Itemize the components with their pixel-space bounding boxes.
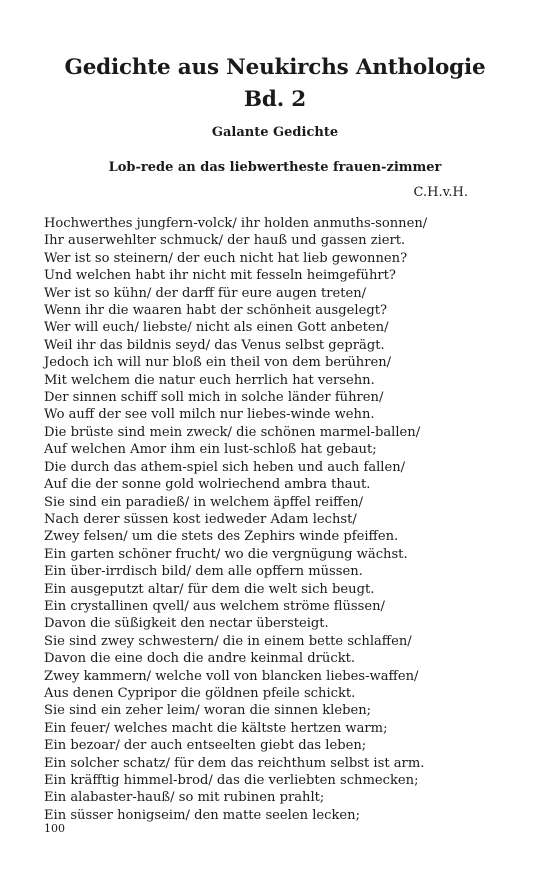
poem-line: Wer will euch/ liebste/ nicht als einen Gott anbeten/ — [44, 320, 389, 336]
poem-line: Ein garten schöner frucht/ wo die vergnügung wächst. — [44, 546, 408, 562]
poem-line: Ihr auserwehlter schmuck/ der hauß und gassen ziert. — [44, 233, 406, 249]
poem-line: Hochwerthes jungfern-volck/ ihr holden anmuths-sonnen/ — [44, 216, 428, 231]
poem-line: Ein alabaster-hauß/ so mit rubinen prahlt; — [44, 790, 325, 806]
poem-line: Der sinnen schiff soll mich in solche länder führen/ — [44, 390, 384, 406]
poem-line: Ein süsser honigseim/ den matte seelen lecken; — [44, 807, 360, 823]
poem-line: Ein solcher schatz/ für dem das reichthum selbst ist arm. — [44, 755, 425, 771]
poem-line: Wenn ihr die waaren habt der schönheit ausgelegt? — [44, 303, 387, 319]
poem-line: Ein feuer/ welches macht die kältste hertzen warm; — [44, 720, 388, 736]
poem-line: Wer ist so steinern/ der euch nicht hat lieb gewonnen? — [44, 250, 408, 266]
poem-line: Ein ausgeputzt altar/ für dem die welt sich beugt. — [44, 581, 375, 597]
poem-title: Lob-rede an das liebwertheste frauen-zimmer — [108, 160, 442, 175]
poem-line: Ein über-irrdisch bild/ dem alle opffern müssen. — [44, 564, 363, 580]
poem-body — [44, 215, 514, 824]
poem-line: Sie sind ein paradieß/ in welchem äpffel reiffen/ — [44, 494, 364, 510]
poem-line: Die brüste sind mein zweck/ die schönen marmel-ballen/ — [44, 424, 421, 440]
poem-line: Weil ihr das bildnis seyd/ das Venus selbst geprägt. — [44, 337, 385, 353]
poem-line: Auf welchen Amor ihm ein lust-schloß hat gebaut; — [44, 442, 377, 458]
title-line-1: Gedichte aus Neukirchs Anthologie — [64, 55, 486, 80]
poem-line: Die durch das athem-spiel sich heben und auch fallen/ — [44, 459, 406, 475]
poem-line: Jedoch ich will nur bloß ein theil von dem berühren/ — [44, 355, 392, 371]
poem-line: Davon die süßigkeit den nectar übersteigt. — [44, 616, 329, 632]
page-title — [0, 52, 550, 116]
poem-author: C.H.v.H. — [413, 185, 468, 200]
poem-line: Aus denen Cypripor die göldnen pfeile schickt. — [44, 685, 356, 701]
poem-line: Ein kräfftig himmel-brod/ das die verliebten schmecken; — [44, 773, 419, 788]
poem-line: Nach derer süssen kost iedweder Adam lechst/ — [44, 511, 357, 527]
poem-line: Wo auff der see voll milch nur liebes-winde wehn. — [44, 407, 375, 423]
poem-line: Ein crystallinen qvell/ aus welchem ströme flüssen/ — [44, 598, 385, 614]
section-heading: Galante Gedichte — [211, 125, 339, 140]
poem-line: Ein bezoar/ der auch entseelten giebt das leben; — [44, 738, 367, 754]
poem-line: Und welchen habt ihr nicht mit fesseln heimgeführt? — [44, 268, 396, 284]
poem-line: Zwey kammern/ welche voll von blancken liebes-waffen/ — [44, 668, 419, 684]
poem-line: Sie sind ein zeher leim/ woran die sinnen kleben; — [44, 703, 372, 719]
poem-line: Auf die der sonne gold wolriechend ambra thaut. — [44, 477, 371, 493]
poem-line: Wer ist so kühn/ der darff für eure augen treten/ — [44, 285, 367, 301]
page-number: 100 — [44, 822, 65, 835]
title-line-2: Bd. 2 — [243, 87, 307, 112]
poem-line: Davon die eine doch die andre keinmal drückt. — [44, 651, 356, 667]
poem-line: Zwey felsen/ um die stets des Zephirs winde pfeiffen. — [44, 529, 399, 545]
poem-line: Mit welchem die natur euch herrlich hat versehn. — [44, 372, 375, 388]
poem-line: Sie sind zwey schwestern/ die in einem bette schlaffen/ — [44, 633, 412, 649]
